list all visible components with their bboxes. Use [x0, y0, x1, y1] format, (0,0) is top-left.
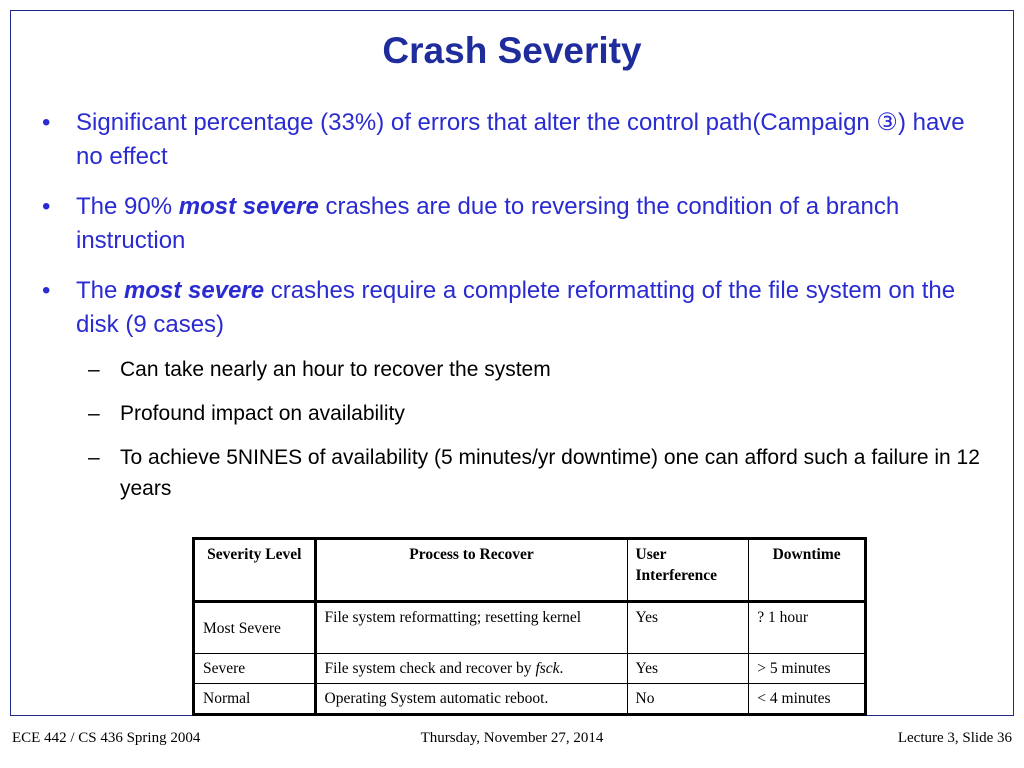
sub-bullet-item [42, 354, 982, 385]
header-severity-level: Severity Level [194, 539, 316, 602]
bullet-list [42, 106, 982, 517]
cell-process [315, 654, 627, 684]
bullet-text-post: crashes are due to reversing the condition of a branch instruction [76, 193, 900, 254]
sub-bullet-text: Profound impact on availability [120, 402, 405, 425]
bullet-dot-icon: • [42, 277, 51, 304]
header-process-to-recover: Process to Recover [315, 539, 627, 602]
cell-user: Yes [627, 602, 749, 654]
sub-bullet-list [42, 354, 982, 504]
header-downtime: Downtime [749, 539, 866, 602]
cell-process-pre: File system check and recover by [324, 660, 536, 677]
cell-process: File system reformatting; resetting kernel [315, 602, 627, 654]
footer-slide-number: Lecture 3, Slide 36 [897, 730, 1012, 746]
sub-bullet-item [42, 442, 982, 504]
table-row [194, 654, 866, 684]
bullet-item [42, 106, 982, 174]
bullet-item [42, 190, 982, 258]
sub-bullet-text: Can take nearly an hour to recover the system [120, 358, 551, 381]
table-header-row [194, 539, 866, 602]
sub-bullet-item [42, 398, 982, 429]
table-row [194, 684, 866, 715]
cell-process: Operating System automatic reboot. [315, 684, 627, 715]
bullet-text-post: crashes require a complete reformatting of the file system on the disk (9 cases) [76, 277, 956, 338]
slide-title: Crash Severity [382, 30, 642, 71]
footer-course: ECE 442 / CS 436 Spring 2004 [12, 730, 201, 746]
dash-icon: – [88, 358, 100, 381]
bullet-emphasis: most severe [178, 193, 319, 220]
bullet-item [42, 274, 982, 342]
bullet-emphasis: most severe [124, 277, 265, 304]
dash-icon: – [88, 402, 100, 425]
bullet-dot-icon: • [42, 109, 51, 136]
cell-process-em: fsck [535, 660, 560, 677]
cell-severity: Normal [194, 684, 316, 715]
table-row [194, 602, 866, 654]
cell-downtime: < 4 minutes [749, 684, 866, 715]
crash-severity-table [192, 537, 867, 716]
cell-process-post: . [559, 660, 564, 677]
cell-downtime: > 5 minutes [749, 654, 866, 684]
cell-severity: Most Severe [194, 602, 316, 654]
sub-bullet-text: To achieve 5NINES of availability (5 minutes/yr downtime) one can afford such a failure in 12 years [120, 446, 980, 500]
bullet-dot-icon: • [42, 193, 51, 220]
bullet-text-pre: The 90% [76, 193, 179, 220]
footer-date: Thursday, November 27, 2014 [420, 730, 604, 746]
bullet-text-pre: The [76, 277, 125, 304]
bullet-text: Significant percentage (33%) of errors that alter the control path(Campaign ③) have no effect [76, 109, 965, 170]
cell-downtime: ? 1 hour [749, 602, 866, 654]
cell-severity: Severe [194, 654, 316, 684]
cell-user: No [627, 684, 749, 715]
header-user-interference: User Interference [627, 539, 749, 602]
cell-user: Yes [627, 654, 749, 684]
dash-icon: – [88, 446, 100, 469]
